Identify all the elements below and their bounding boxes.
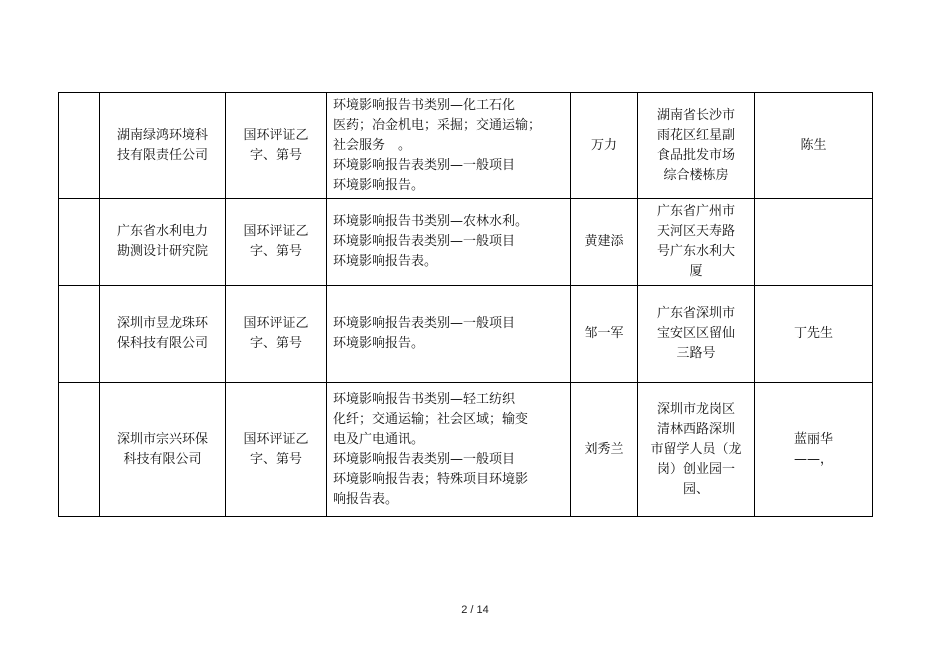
cert-cell [226, 383, 327, 517]
address-cell-line: 市留学人员（龙 [650, 441, 742, 457]
cert-cell-line: 国环评证乙 [243, 224, 309, 239]
address-cell [638, 93, 755, 199]
company-cell-line: 湖南绿鸿环境科 [116, 127, 208, 143]
scope-cell-line: 环境影响报告表。 [333, 254, 438, 269]
cert-cell-line: 字、第号 [249, 336, 302, 351]
contact-cell-line: 丁先生 [793, 326, 833, 341]
cert-cell-line: 国环评证乙 [243, 316, 309, 331]
contact-cell-line: 蓝丽华 [793, 431, 833, 447]
cert-cell [226, 286, 327, 383]
address-cell-line: 食品批发市场 [656, 147, 735, 163]
company-cell-line: 保科技有限公司 [116, 336, 208, 351]
scope-cell-line: 环境影响报告书类别—农林水利。 [333, 214, 529, 229]
scope-cell [327, 93, 571, 199]
address-cell-line: 广东省深圳市 [656, 306, 735, 321]
cert-cell-line: 国环评证乙 [243, 431, 309, 447]
company-cell-line: 技有限责任公司 [116, 147, 208, 163]
scope-cell-line: 化纤；交通运输；社会区域；输变 [333, 411, 529, 427]
scope-cell [327, 286, 571, 383]
page-number: 2 / 14 [461, 604, 489, 616]
cert-cell-line: 国环评证乙 [243, 127, 309, 143]
scope-cell-line: 环境影响报告。 [333, 177, 425, 193]
address-cell-line: 宝安区区留仙 [656, 326, 735, 341]
company-table [58, 92, 873, 517]
address-cell-line: 综合楼栋房 [663, 167, 729, 183]
scope-cell-line: 环境影响报告表类别—一般项目 [333, 234, 516, 249]
contact-cell [755, 286, 873, 383]
scope-cell-line: 医药；冶金机电；采掘；交通运输； [333, 117, 542, 133]
index-cell [59, 199, 100, 286]
scope-cell-line: 环境影响报告表；特殊项目环境影 [333, 471, 529, 487]
cert-cell-line: 字、第号 [249, 147, 302, 163]
company-cell-line: 勘测设计研究院 [116, 244, 208, 259]
index-cell [59, 383, 100, 517]
company-cell [100, 383, 226, 517]
address-cell [638, 199, 755, 286]
index-cell [59, 93, 100, 199]
table-row [59, 286, 873, 383]
company-cell-line: 深圳市宗兴环保 [116, 431, 208, 447]
scope-cell-line: 响报告表。 [333, 491, 399, 507]
company-cell-line: 广东省水利电力 [116, 224, 208, 239]
address-cell-line: 广东省广州市 [656, 204, 735, 219]
company-cell [100, 286, 226, 383]
address-cell-line: 深圳市龙岗区 [656, 401, 735, 417]
scope-cell-line: 社会服务 。 [333, 137, 412, 153]
scope-cell-line: 环境影响报告表类别—一般项目 [333, 157, 516, 173]
cert-cell-line: 字、第号 [249, 244, 302, 259]
contact-cell [755, 93, 873, 199]
scope-cell [327, 199, 571, 286]
scope-cell-line: 环境影响报告表类别—一般项目 [333, 316, 516, 331]
contact-cell-line: 陈生 [800, 137, 827, 153]
person-cell [571, 383, 638, 517]
address-cell [638, 286, 755, 383]
table-row [59, 93, 873, 199]
table-row [59, 383, 873, 517]
contact-cell [755, 383, 873, 517]
address-cell-line: 清林西路深圳 [656, 421, 735, 437]
scope-cell-line: 环境影响报告。 [333, 336, 425, 351]
person-cell [571, 286, 638, 383]
person-cell [571, 93, 638, 199]
address-cell-line: 岗）创业园一 [656, 461, 735, 477]
contact-cell-line: ——， [793, 451, 833, 467]
address-cell [638, 383, 755, 517]
person-cell-line: 刘秀兰 [584, 441, 624, 457]
cert-cell [226, 199, 327, 286]
address-cell-line: 园、 [682, 481, 709, 497]
person-cell [571, 199, 638, 286]
cert-cell [226, 93, 327, 199]
table-row [59, 199, 873, 286]
person-cell-line: 黄建添 [584, 234, 624, 249]
address-cell-line: 三路号 [676, 346, 716, 361]
scope-cell-line: 环境影响报告书类别—轻工纺织 [333, 391, 516, 407]
address-cell-line: 号广东水利大 [656, 244, 735, 259]
company-cell [100, 93, 226, 199]
cert-cell-line: 字、第号 [249, 451, 302, 467]
address-cell-line: 天河区天寿路 [656, 224, 735, 239]
address-cell-line: 湖南省长沙市 [656, 107, 735, 123]
scope-cell-line: 环境影响报告书类别—化工石化 [333, 97, 516, 113]
scope-cell-line: 电及广电通讯。 [333, 431, 425, 447]
scope-cell [327, 383, 571, 517]
company-cell [100, 199, 226, 286]
address-cell-line: 厦 [689, 264, 703, 279]
person-cell-line: 邹一军 [584, 326, 624, 341]
scope-cell-line: 环境影响报告表类别—一般项目 [333, 451, 516, 467]
address-cell-line: 雨花区红星副 [656, 127, 735, 143]
person-cell-line: 万力 [590, 137, 617, 153]
company-cell-line: 深圳市昱龙珠环 [116, 316, 208, 331]
index-cell [59, 286, 100, 383]
contact-cell [755, 199, 873, 286]
company-cell-line: 科技有限公司 [123, 451, 202, 467]
